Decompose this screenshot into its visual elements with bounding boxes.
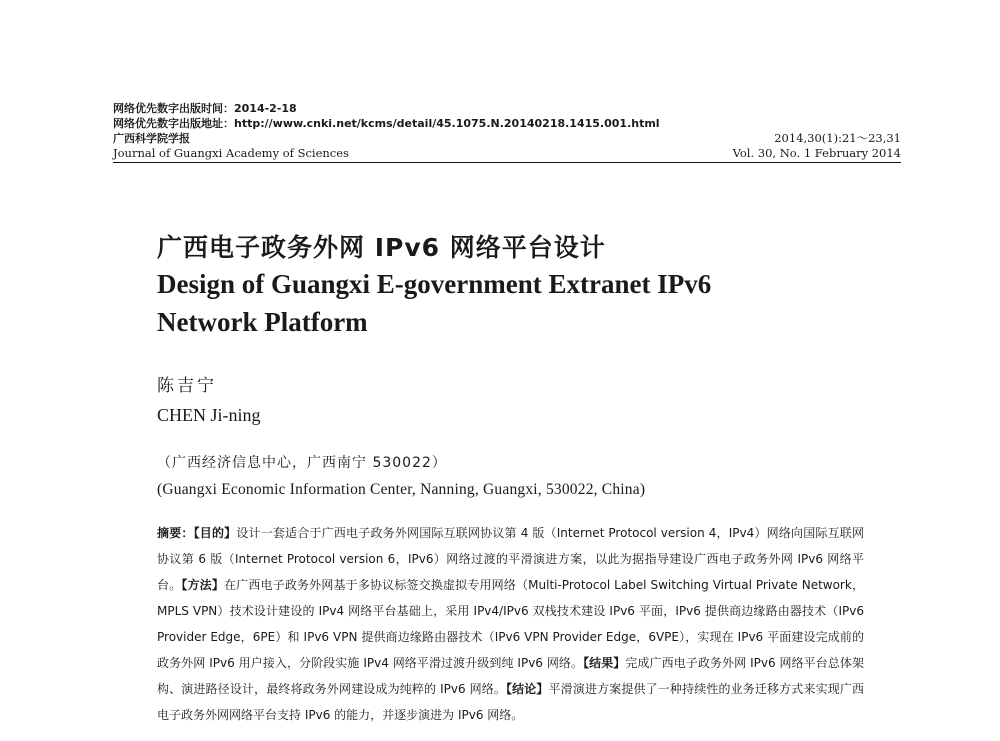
page-header — [113, 101, 901, 163]
author-name-cn: 陈吉宁 — [157, 376, 217, 396]
abstract-tag-results: 【结果】 — [583, 656, 626, 670]
journal-name-en: Journal of Guangxi Academy of Sciences — [113, 146, 349, 160]
abstract-tag-conclusion: 【结论】 — [505, 682, 549, 696]
author — [157, 374, 261, 428]
journal-name-cn: 广西科学院学报 — [113, 132, 190, 145]
title-en-line2: Network Platform — [157, 307, 368, 337]
abstract-conclusion: 平滑演进方案提供了一种持续性的业务迁移方式来实现广西电子政务外网网络平台支持 IPv6 的能力，并逐步演进为 IPv6 网络。 — [157, 682, 864, 722]
online-pub-date: 网络优先数字出版时间：2014-2-18 — [113, 102, 297, 115]
abstract — [157, 520, 864, 728]
abstract-tag-objective: 【目的】 — [193, 526, 237, 540]
abstract-tag-methods: 【方法】 — [181, 578, 225, 592]
abstract-methods: 在广西电子政务外网基于多协议标签交换虚拟专用网络（Multi-Protocol Label Switching Virtual Private Network，MPLS VPN）技术设计建设的 IPv4 网络平台基础上，采用 IPv4/IPv6 双栈技术建设 IPv6 平面，IPv6 提供商边缘路由器技术（IPv6 Provider Edge，6PE）和 IPv6 VPN 提供商边缘路由器技术（IPv6 VPN Provider Edge，6VPE），实现在 IPv6 平面建设完成前的政务外网 IPv6 用户接入，分阶段实施 IPv4 网络平滑过渡升级到纯 IPv6 网络。 — [157, 578, 864, 670]
abstract-label: 摘要： — [157, 526, 194, 540]
title-cn: 广西电子政务外网 IPv6 网络平台设计 — [157, 233, 606, 262]
article-title — [157, 232, 877, 340]
journal-info-row — [113, 146, 901, 163]
author-name-en: CHEN Ji-ning — [157, 405, 261, 425]
volume-info: Vol. 30, No. 1 February 2014 — [732, 146, 901, 160]
abstract-objective: 设计一套适合于广西电子政务外网国际互联网协议第 4 版（Internet Protocol version 4，IPv4）网络向国际互联网协议第 6 版（Internet Protocol version 6，IPv6）网络过渡的平滑演进方案，以此为据指导建设广西电子政务外网 IPv6 网络平台。 — [157, 526, 864, 592]
online-pub-url[interactable]: 网络优先数字出版地址：http://www.cnki.net/kcms/detail/45.1075.N.20140218.1415.001.html — [113, 117, 660, 130]
abstract-results: 完成广西电子政务外网 IPv6 网络平台总体架构、演进路径设计，最终将政务外网建设成为纯粹的 IPv6 网络。 — [157, 656, 864, 696]
citation-info: 2014,30(1):21～23,31 — [774, 131, 901, 145]
affiliation — [157, 453, 645, 501]
title-en-line1: Design of Guangxi E-government Extranet IPv6 — [157, 269, 712, 299]
affiliation-cn: （广西经济信息中心，广西南宁 530022） — [157, 455, 447, 471]
affiliation-en: (Guangxi Economic Information Center, Nanning, Guangxi, 530022, China) — [157, 481, 646, 498]
